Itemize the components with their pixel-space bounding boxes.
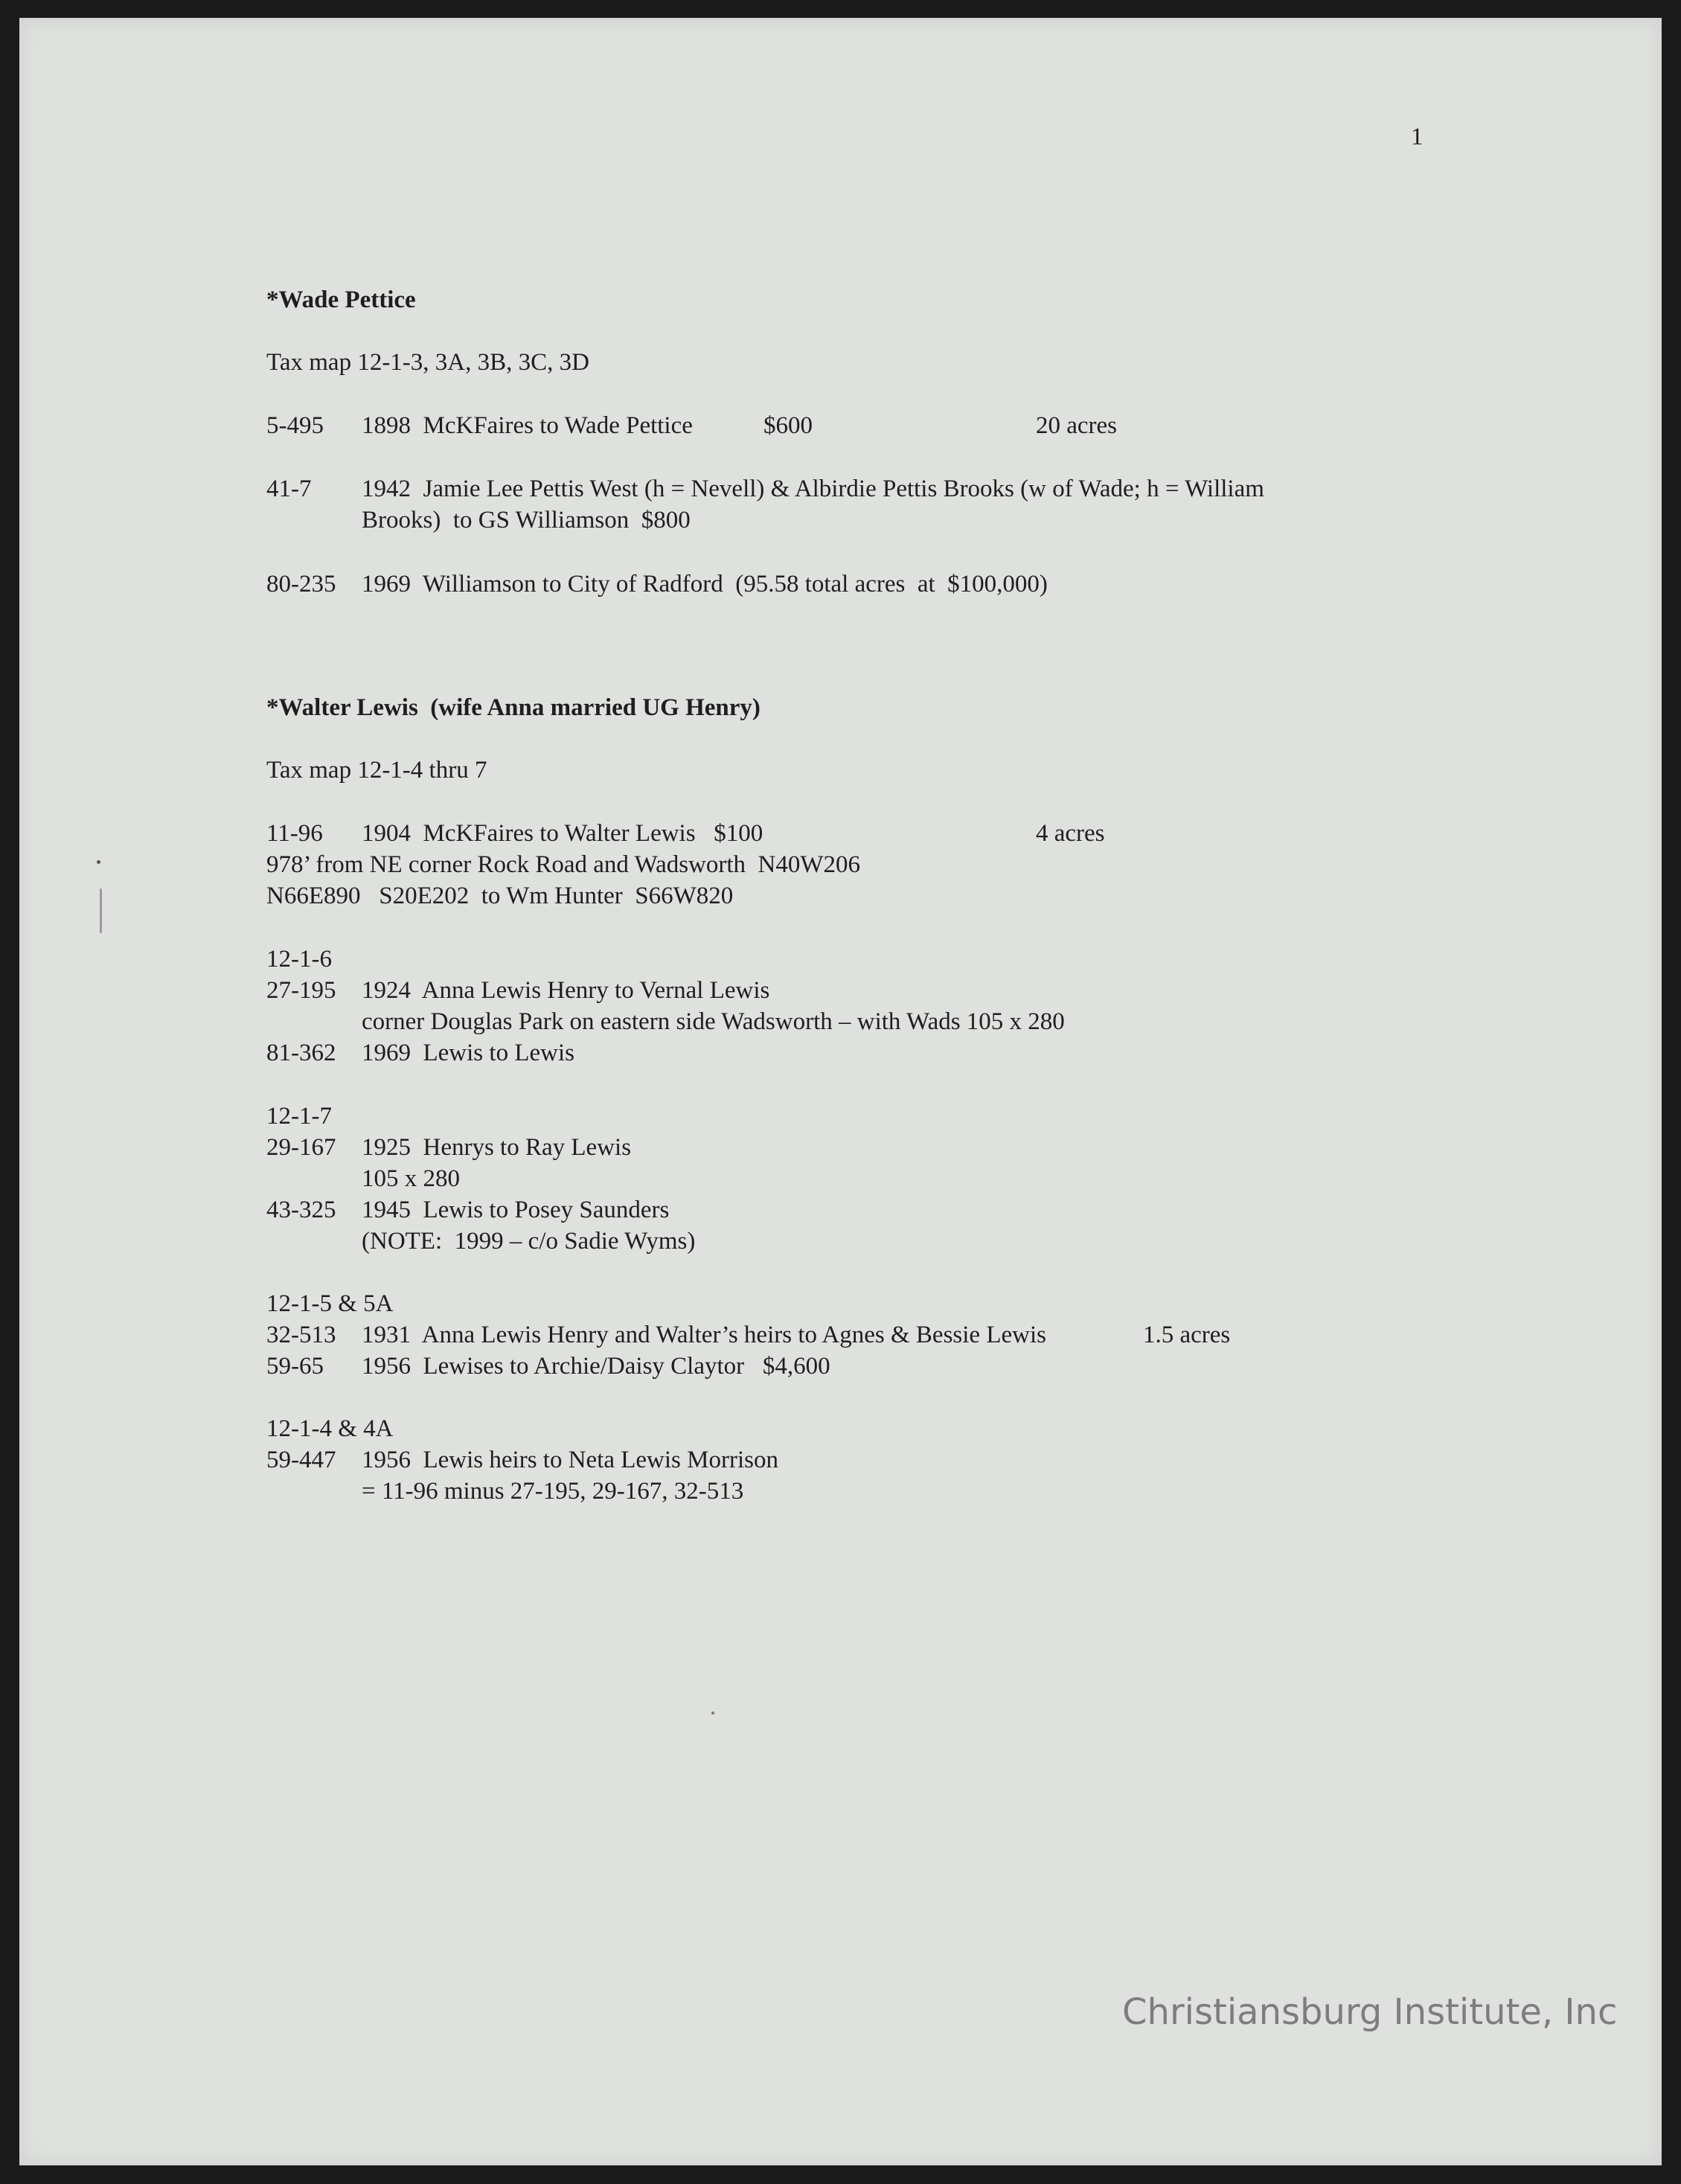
deed-text: 1956 Lewises to Archie/Daisy Claytor $4,600 (362, 1353, 830, 1380)
deed-ref: 59-65 (266, 1353, 324, 1380)
deed-ref: 5-495 (266, 412, 324, 439)
deed-text: 1924 Anna Lewis Henry to Vernal Lewis (362, 977, 770, 1004)
parcel-label: 12-1-7 (266, 1103, 332, 1130)
parcel-label: 12-1-4 & 4A (266, 1415, 394, 1442)
deed-acres: 1.5 acres (1143, 1322, 1231, 1348)
deed-text-continued: corner Douglas Park on eastern side Wadsworth – with Wads 105 x 280 (362, 1008, 1065, 1035)
deed-description: 978’ from NE corner Rock Road and Wadsworth N40W206 (266, 851, 861, 878)
deed-ref: 32-513 (266, 1322, 336, 1348)
deed-text-continued: 105 x 280 (362, 1165, 460, 1192)
section-heading-walter-lewis: *Walter Lewis (wife Anna married UG Henry) (266, 694, 761, 721)
deed-description: N66E890 S20E202 to Wm Hunter S66W820 (266, 883, 734, 909)
deed-text: 1931 Anna Lewis Henry and Walter’s heirs to Agnes & Bessie Lewis (362, 1322, 1046, 1348)
deed-ref: 59-447 (266, 1447, 336, 1473)
paper-speck (97, 860, 100, 864)
deed-text: 1956 Lewis heirs to Neta Lewis Morrison (362, 1447, 778, 1473)
deed-text: 1969 Williamson to City of Radford (95.58 total acres at $100,000) (362, 571, 1048, 598)
tax-map-wade-pettice: Tax map 12-1-3, 3A, 3B, 3C, 3D (266, 349, 589, 376)
paper-speck (711, 1711, 714, 1714)
parcel-label: 12-1-5 & 5A (266, 1290, 394, 1317)
deed-acres: 20 acres (1036, 412, 1118, 439)
deed-text: 1942 Jamie Lee Pettis West (h = Nevell) & Albirdie Pettis Brooks (w of Wade; h = William (362, 475, 1264, 502)
deed-ref: 41-7 (266, 475, 312, 502)
deed-ref: 27-195 (266, 977, 336, 1004)
paper-mark (100, 888, 102, 933)
deed-text: 1904 McKFaires to Walter Lewis $100 (362, 820, 763, 847)
deed-ref: 80-235 (266, 571, 336, 598)
deed-ref: 43-325 (266, 1197, 336, 1223)
deed-text: 1898 McKFaires to Wade Pettice (362, 412, 693, 439)
page-number: 1 (1411, 124, 1424, 150)
deed-text-continued: Brooks) to GS Williamson $800 (362, 507, 691, 534)
deed-acres: 4 acres (1036, 820, 1105, 847)
deed-note: (NOTE: 1999 – c/o Sadie Wyms) (362, 1228, 696, 1255)
document-page (19, 18, 1662, 2165)
tax-map-walter-lewis: Tax map 12-1-4 thru 7 (266, 757, 487, 784)
deed-text: 1945 Lewis to Posey Saunders (362, 1197, 670, 1223)
deed-ref: 11-96 (266, 820, 323, 847)
section-heading-wade-pettice: *Wade Pettice (266, 286, 416, 313)
deed-text-continued: = 11-96 minus 27-195, 29-167, 32-513 (362, 1478, 744, 1505)
parcel-label: 12-1-6 (266, 946, 332, 973)
deed-ref: 29-167 (266, 1134, 336, 1161)
watermark-text: Christiansburg Institute, Inc (1122, 1991, 1618, 2033)
deed-text: 1969 Lewis to Lewis (362, 1040, 574, 1066)
deed-text: 1925 Henrys to Ray Lewis (362, 1134, 632, 1161)
deed-ref: 81-362 (266, 1040, 336, 1066)
deed-amount: $600 (763, 412, 813, 439)
